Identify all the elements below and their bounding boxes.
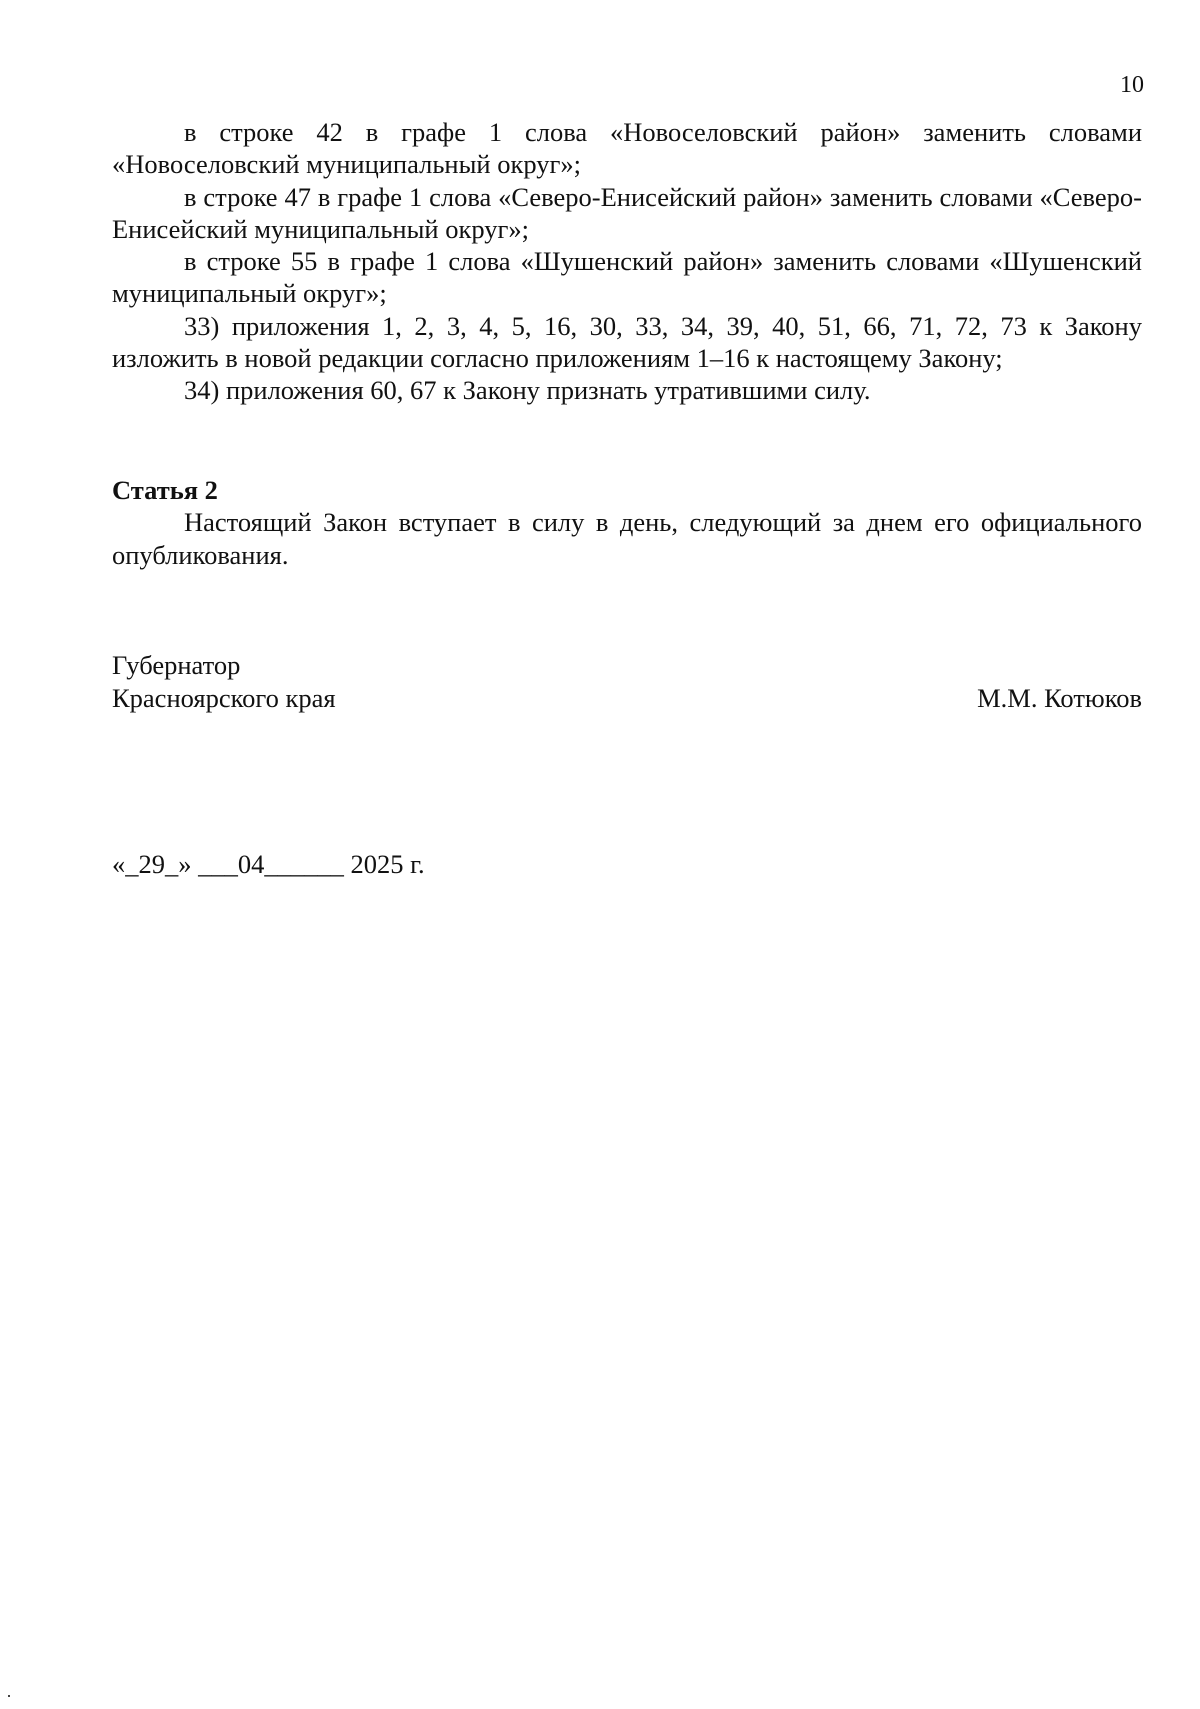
amendment-paragraph: в строке 42 в графе 1 слова «Новоселовский район» заменить словами «Новоселовский муниципальный округ»; <box>112 117 1142 180</box>
signatory-title-line2: Красноярского края <box>112 683 336 713</box>
amendment-paragraph: в строке 47 в графе 1 слова «Северо-Енисейский район» заменить словами «Северо-Енисейский муниципальный округ»; <box>112 181 1142 244</box>
article-heading: Статья 2 <box>112 475 218 505</box>
amendment-paragraph: 33) приложения 1, 2, 3, 4, 5, 16, 30, 33, 34, 39, 40, 51, 66, 71, 72, 73 к Закону изложить в новой редакции согласно приложениям 1–16 к настоящему Закону; <box>112 310 1142 374</box>
article-text: Настоящий Закон вступает в силу в день, следующий за днем его официального опубликования. <box>112 507 1142 570</box>
scan-artifact <box>8 1695 10 1697</box>
signature-block <box>112 649 1142 715</box>
article-2 <box>112 474 1142 571</box>
amendments-text <box>112 116 1142 407</box>
signatory-title-line1: Губернатор <box>112 650 241 680</box>
amendment-paragraph: в строке 55 в графе 1 слова «Шушенский район» заменить словами «Шушенский муниципальный округ»; <box>112 246 1142 309</box>
amendment-paragraph: 34) приложения 60, 67 к Закону признать утратившими силу. <box>184 375 871 406</box>
page-number: 10 <box>1120 72 1144 98</box>
signing-date: «_29_» ___04______ 2025 г. <box>112 849 425 879</box>
signatory-name: М.М. Котюков <box>977 683 1142 713</box>
signature-row <box>112 682 1142 715</box>
